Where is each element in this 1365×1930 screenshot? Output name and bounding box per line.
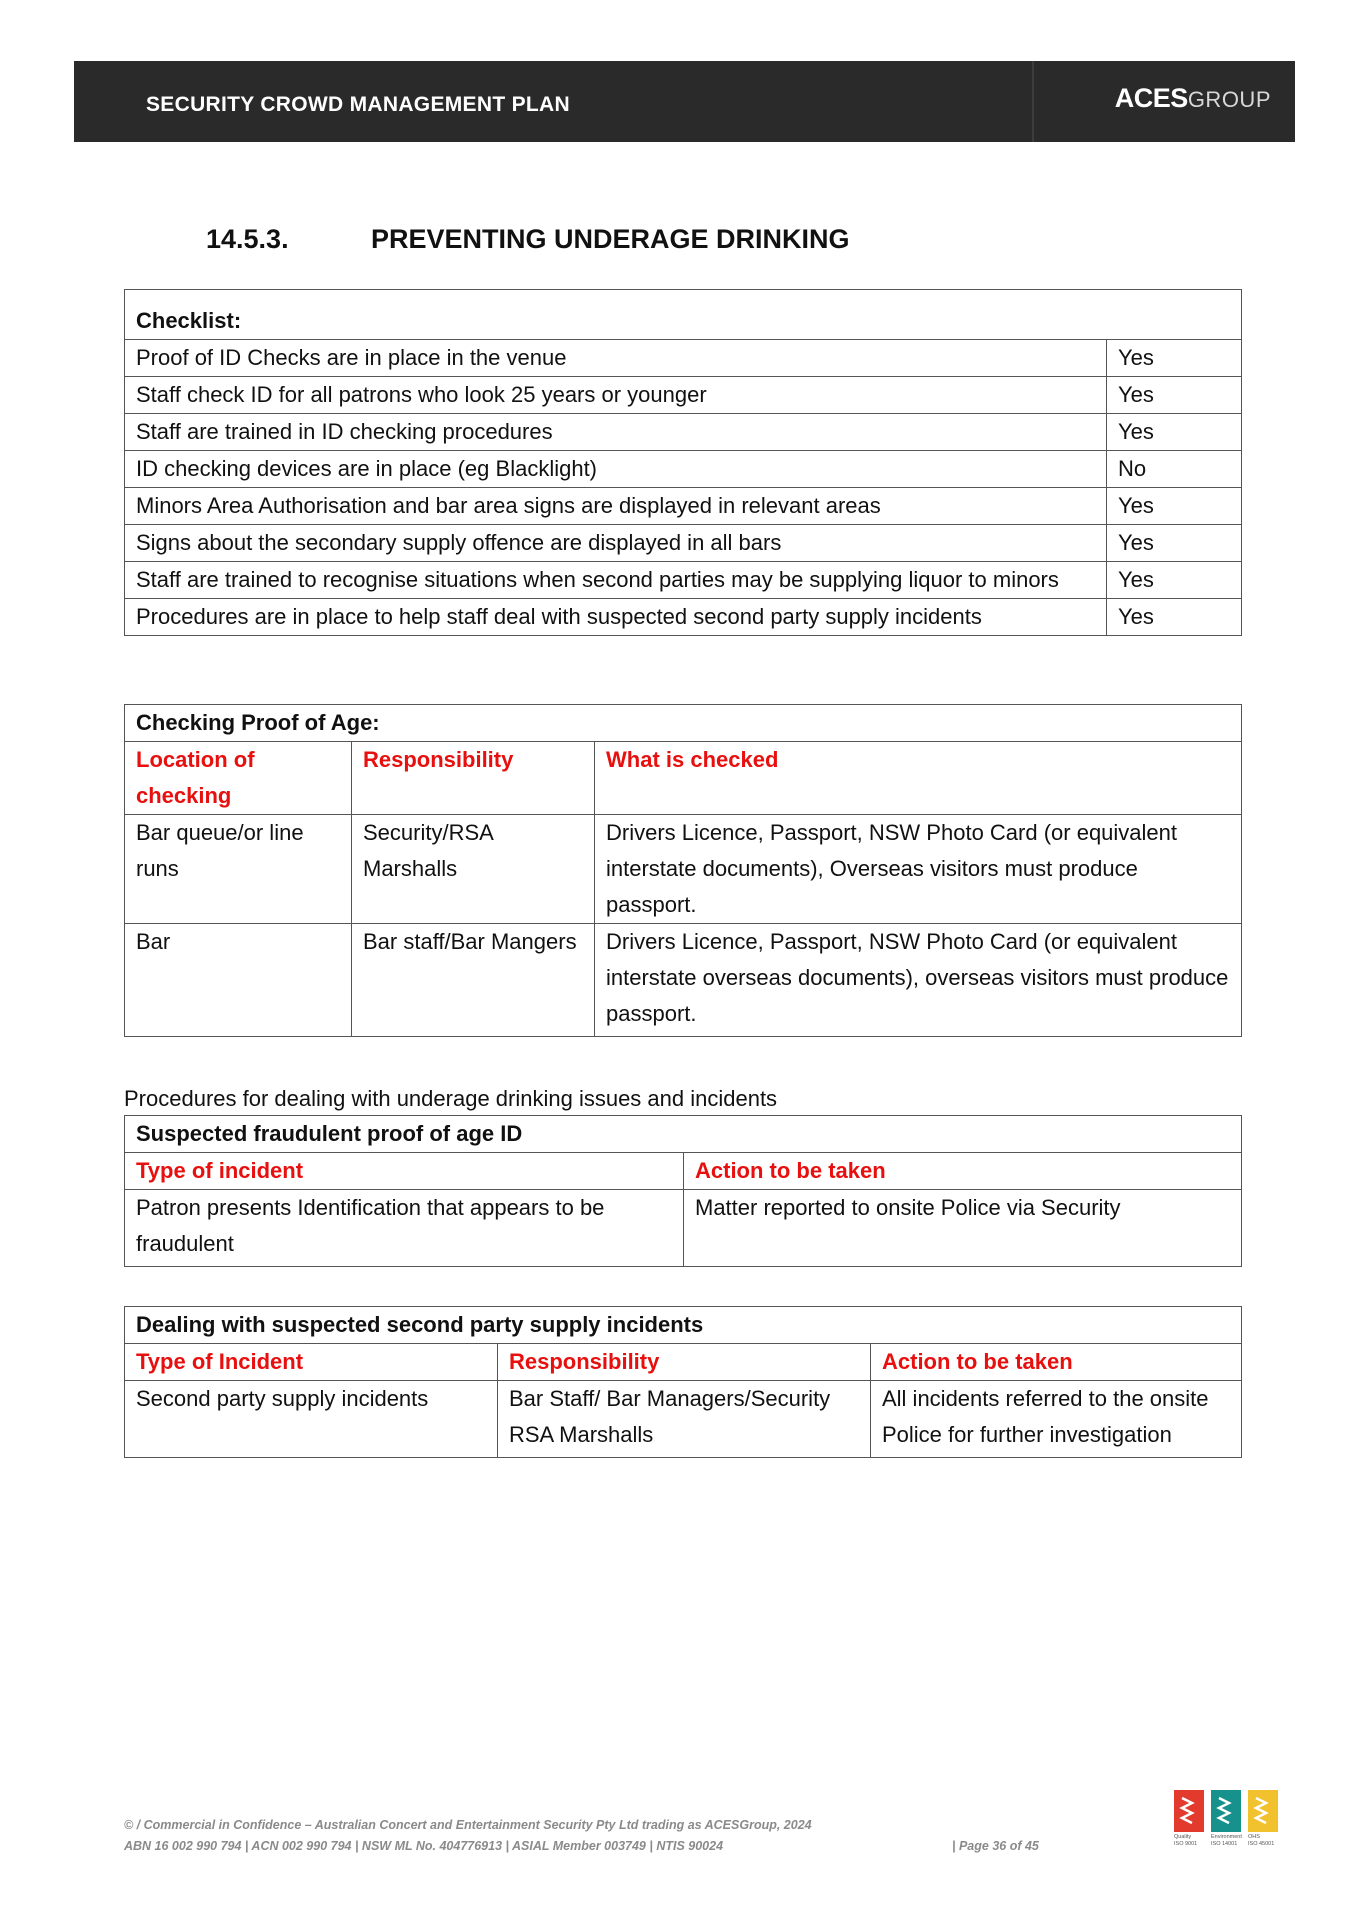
table-cell: Drivers Licence, Passport, NSW Photo Card (or equivalent interstate documents), Overseas visitors must produce passport. [595,815,1242,924]
cert-standard: ISO 14001 [1211,1841,1238,1847]
fraudulent-id-table [124,1115,1242,1267]
brand-secondary: GROUP [1187,87,1271,112]
table-cell: Security/RSA Marshalls [352,815,595,924]
checklist-heading: Checklist: [125,290,1242,340]
second-party-supply-table [124,1306,1242,1458]
table-cell: Bar Staff/ Bar Managers/Security RSA Marshalls [498,1381,871,1458]
cert-badge-icon [1248,1790,1278,1832]
checklist-answer: Yes [1107,488,1242,525]
table-row [125,562,1242,599]
table-row [125,525,1242,562]
procedures-intro: Procedures for dealing with underage drinking issues and incidents [124,1086,778,1111]
section-title: PREVENTING UNDERAGE DRINKING [371,224,850,254]
checklist-answer: Yes [1107,599,1242,636]
checklist-answer: No [1107,451,1242,488]
brand-primary: ACES [1114,83,1188,113]
table-row [125,377,1242,414]
table-cell: Matter reported to onsite Police via Security [684,1190,1242,1267]
table-header-row [125,290,1242,340]
table-cell: Drivers Licence, Passport, NSW Photo Card (or equivalent interstate overseas documents), overseas visitors must produce passport. [595,924,1242,1037]
ohs-certification-icon [1248,1790,1278,1858]
cert-name: Environment [1211,1834,1242,1840]
table-header-row [125,1116,1242,1153]
checklist-item: Proof of ID Checks are in place in the venue [125,340,1107,377]
cert-name: OHS [1248,1834,1260,1840]
cert-name: Quality [1174,1834,1192,1840]
column-header: Action to be taken [684,1153,1242,1190]
table-row [125,1381,1242,1458]
checklist-item: Signs about the secondary supply offence are displayed in all bars [125,525,1107,562]
column-header: Action to be taken [871,1344,1242,1381]
second-party-heading: Dealing with suspected second party supply incidents [125,1307,1242,1344]
section-number: 14.5.3. [206,224,289,254]
table-header-row [125,1307,1242,1344]
environment-certification-icon [1211,1790,1241,1858]
checklist-item: Staff check ID for all patrons who look 25 years or younger [125,377,1107,414]
checklist-answer: Yes [1107,562,1242,599]
document-title: SECURITY CROWD MANAGEMENT PLAN [146,93,570,116]
table-header-row [125,705,1242,742]
column-header: Responsibility [498,1344,871,1381]
column-header: Type of Incident [125,1344,498,1381]
document-header [74,61,1295,142]
page-number: | Page 36 of 45 [952,1839,1039,1853]
quality-certification-icon [1174,1790,1204,1858]
table-column-header-row [125,1153,1242,1190]
table-row [125,1190,1242,1267]
column-header: Responsibility [352,742,595,815]
certification-logos [1174,1790,1282,1858]
table-row [125,599,1242,636]
table-cell: Bar [125,924,352,1037]
table-row [125,488,1242,525]
table-row [125,451,1242,488]
footer-registration: ABN 16 002 990 794 | ACN 002 990 794 | NSW ML No. 404776913 | ASIAL Member 003749 | NTIS 90024 [124,1839,724,1853]
cert-badge-icon [1174,1790,1204,1832]
checklist-item: Minors Area Authorisation and bar area signs are displayed in relevant areas [125,488,1107,525]
column-header: What is checked [595,742,1242,815]
cert-standard: ISO 9001 [1174,1841,1198,1847]
section-heading [206,224,850,255]
proof-of-age-heading: Checking Proof of Age: [125,705,1242,742]
checklist-table [124,289,1242,636]
table-row [125,340,1242,377]
table-cell: Patron presents Identification that appears to be fraudulent [125,1190,684,1267]
table-cell: Bar queue/or line runs [125,815,352,924]
checklist-item: Staff are trained in ID checking procedures [125,414,1107,451]
column-header: Location of checking [125,742,352,815]
checklist-answer: Yes [1107,414,1242,451]
footer-copyright: © / Commercial in Confidence – Australian Concert and Entertainment Security Pty Ltd trading as ACESGroup, 2024 [124,1818,812,1832]
cert-standard: ISO 45001 [1248,1841,1275,1847]
cert-badge-icon [1211,1790,1241,1832]
aces-group-logo [1115,83,1271,115]
checklist-answer: Yes [1107,525,1242,562]
checklist-item: Staff are trained to recognise situations when second parties may be supplying liquor to minors [125,562,1107,599]
checklist-answer: Yes [1107,340,1242,377]
table-column-header-row [125,742,1242,815]
table-row [125,815,1242,924]
checklist-item: Procedures are in place to help staff deal with suspected second party supply incidents [125,599,1107,636]
table-row [125,414,1242,451]
checklist-item: ID checking devices are in place (eg Blacklight) [125,451,1107,488]
column-header: Type of incident [125,1153,684,1190]
fraudulent-id-heading: Suspected fraudulent proof of age ID [125,1116,1242,1153]
checklist-answer: Yes [1107,377,1242,414]
proof-of-age-table [124,704,1242,1037]
page-footer [124,1815,812,1857]
table-cell: All incidents referred to the onsite Police for further investigation [871,1381,1242,1458]
table-cell: Bar staff/Bar Mangers [352,924,595,1037]
table-column-header-row [125,1344,1242,1381]
table-row [125,924,1242,1037]
header-divider [1032,61,1034,142]
table-cell: Second party supply incidents [125,1381,498,1458]
